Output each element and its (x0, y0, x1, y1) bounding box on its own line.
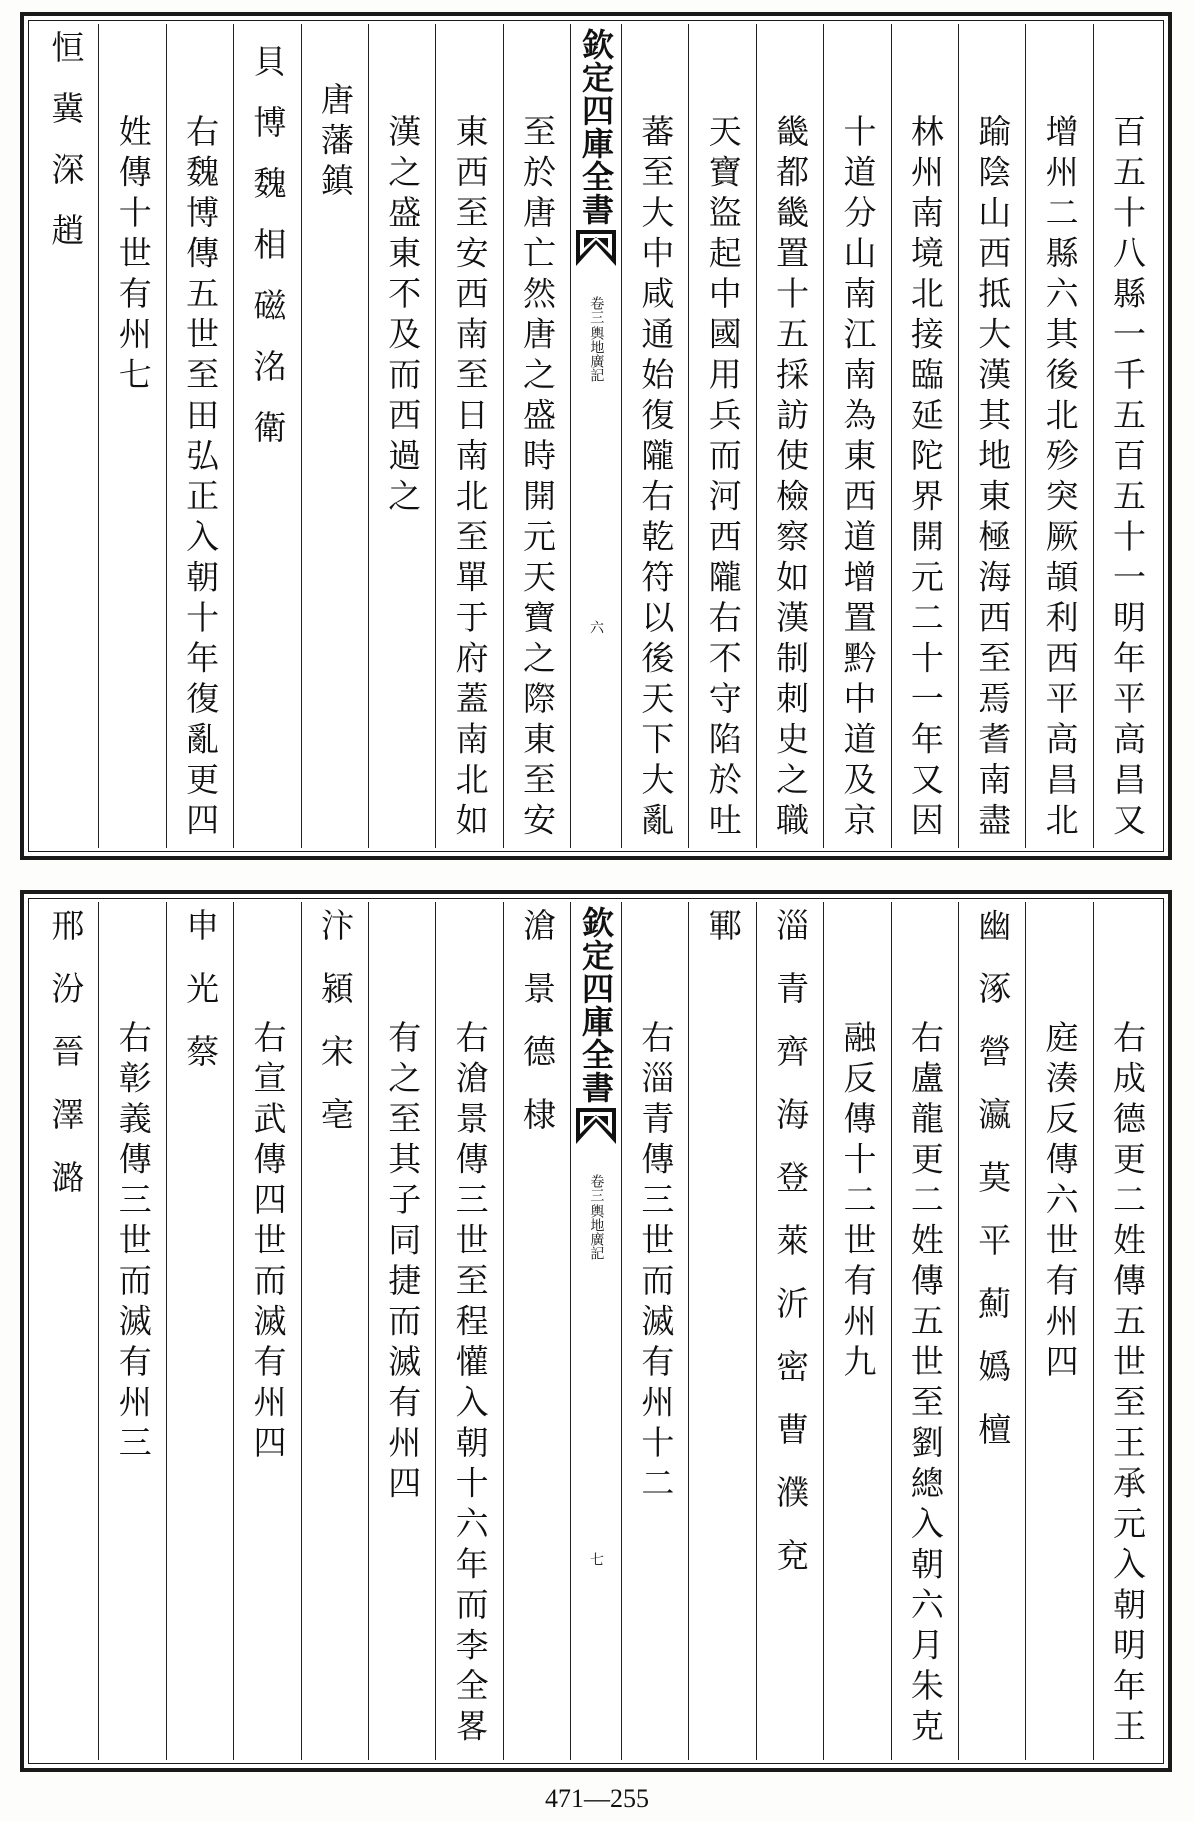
fold-book: 輿地廣記 (588, 326, 605, 382)
top-fold-column (570, 24, 621, 848)
fold-page-number: 七 (588, 1552, 604, 1566)
prefecture-list: 幽涿營瀛莫平薊嬀檀 (973, 908, 1013, 1475)
column-text: 百五十八縣一千五百五十一明年平高昌又 (1107, 114, 1147, 843)
column-text: 姓傳十世有州七 (113, 114, 153, 398)
bottom-col-15 (98, 902, 165, 1760)
column-text: 踰陰山西抵大漢其地東極海西至焉耆南盡 (973, 114, 1013, 843)
top-col-11 (368, 24, 435, 848)
fold-volume: 卷三 (588, 296, 605, 324)
bottom-col-9 (503, 902, 570, 1760)
column-text: 至於唐亡然唐之盛時開元天寶之際東至安 (517, 114, 557, 843)
top-col-8 (621, 24, 688, 848)
section-heading: 唐藩鎮 (315, 82, 355, 204)
column-text: 右魏博傳五世至田弘正入朝十年復亂更四 (181, 114, 221, 843)
bottom-col-1 (1093, 902, 1160, 1760)
fold-title: 欽定四庫全書 (577, 28, 615, 226)
top-col-13 (233, 24, 300, 848)
fold-title: 欽定四庫全書 (577, 906, 615, 1104)
bottom-fold-column (570, 902, 621, 1760)
top-col-6 (756, 24, 823, 848)
top-col-1 (1093, 24, 1160, 848)
fold-volume: 卷三 (588, 1174, 605, 1202)
column-text: 右淄青傳三世而滅有州十二 (636, 1020, 676, 1506)
bottom-col-4 (891, 902, 958, 1760)
top-col-12 (301, 24, 368, 848)
fishtail-mark-icon (576, 1108, 616, 1144)
prefecture-list: 汴潁宋亳 (315, 908, 355, 1160)
top-col-5 (823, 24, 890, 848)
column-text: 林州南境北接臨延陀界開元二十一年又因 (905, 114, 945, 843)
top-col-14 (166, 24, 233, 848)
top-columns (32, 24, 1160, 848)
bottom-col-6 (756, 902, 823, 1760)
top-col-10 (435, 24, 502, 848)
column-text: 右彰義傳三世而滅有州三 (113, 1020, 153, 1466)
fold-subtitle (589, 296, 604, 382)
column-text: 右滄景傳三世至程懽入朝十六年而李全畧 (450, 1020, 490, 1749)
column-text: 蕃至大中咸通始復隴右乾符以後天下大亂 (636, 114, 676, 843)
bottom-col-7 (688, 902, 755, 1760)
top-col-16 (32, 24, 98, 848)
prefecture-list: 貝博魏相磁洺衛 (248, 44, 288, 471)
bottom-col-16 (32, 902, 98, 1760)
fold-subtitle (589, 1174, 604, 1260)
bottom-columns (32, 902, 1160, 1760)
bottom-col-10 (435, 902, 502, 1760)
column-text: 融反傳十二世有州九 (838, 1020, 878, 1385)
bottom-col-2 (1025, 902, 1092, 1760)
bottom-col-5 (823, 902, 890, 1760)
bottom-col-12 (301, 902, 368, 1760)
column-text: 十道分山南江南為東西道增置黔中道及京 (838, 114, 878, 843)
prefecture-list: 邢汾晉澤潞 (46, 908, 86, 1223)
column-text: 畿都畿置十五採訪使檢察如漢制刺史之職 (771, 114, 811, 843)
top-col-4 (891, 24, 958, 848)
prefecture-list: 淄青齊海登萊沂密曹濮兗 (771, 908, 811, 1601)
top-col-3 (958, 24, 1025, 848)
column-text: 右成德更二姓傳五世至王承元入朝明年王 (1107, 1020, 1147, 1749)
fishtail-mark-icon (576, 230, 616, 266)
top-page (20, 12, 1172, 860)
top-col-2 (1025, 24, 1092, 848)
column-text: 右宣武傳四世而滅有州四 (248, 1020, 288, 1466)
column-text: 庭湊反傳六世有州四 (1040, 1020, 1080, 1385)
bottom-col-11 (368, 902, 435, 1760)
column-text: 東西至安西南至日南北至單于府蓋南北如 (450, 114, 490, 843)
fold-page-number: 六 (588, 620, 604, 634)
bottom-col-8 (621, 902, 688, 1760)
prefecture-list: 鄆 (703, 908, 743, 949)
column-text: 天寶盜起中國用兵而河西隴右不守陷於吐 (703, 114, 743, 843)
fold-book: 輿地廣記 (588, 1204, 605, 1260)
bottom-col-13 (233, 902, 300, 1760)
bottom-page (20, 890, 1172, 1772)
bottom-col-14 (166, 902, 233, 1760)
bottom-col-3 (958, 902, 1025, 1760)
column-text: 右盧龍更二姓傳五世至劉總入朝六月朱克 (905, 1020, 945, 1749)
column-text: 漢之盛東不及而西過之 (383, 114, 423, 519)
prefecture-list: 申光蔡 (181, 908, 221, 1097)
top-col-15 (98, 24, 165, 848)
column-text: 有之至其子同捷而滅有州四 (383, 1020, 423, 1506)
top-col-9 (503, 24, 570, 848)
column-text: 增州二縣六其後北殄突厥頡利西平高昌北 (1040, 114, 1080, 843)
prefecture-list: 恒冀深趙 (46, 30, 86, 274)
footer-page-reference: 471—255 (545, 1784, 649, 1813)
top-col-7 (688, 24, 755, 848)
prefecture-list: 滄景德棣 (517, 908, 557, 1160)
